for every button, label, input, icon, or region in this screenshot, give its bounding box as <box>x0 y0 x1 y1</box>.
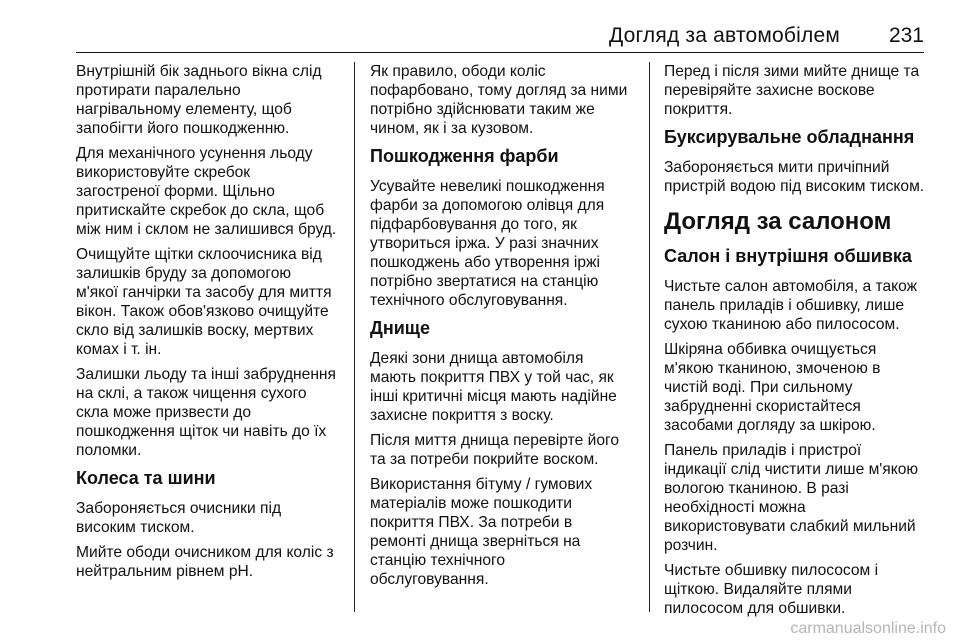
page-number: 231 <box>888 24 924 47</box>
text-line: Пошкодження фарби <box>370 146 559 166</box>
text-line: Деякі зони днища автомобіля <box>370 350 584 367</box>
section-heading <box>370 317 640 339</box>
text-line: потрібно звертатися на станцію <box>370 273 599 290</box>
text-line: нагрівальному елементу, щоб <box>76 101 292 118</box>
text-line: підфарбовування до того, як <box>370 216 577 233</box>
text-line: матеріалів може пошкодити <box>370 495 572 512</box>
text-line: вікон. Також обов'язково очищуйте <box>76 303 329 320</box>
text-line: пошкоджень або утворення іржі <box>370 254 600 271</box>
text-line: утвориться іржа. У разі значних <box>370 235 599 252</box>
text-line: потрібно здійснювати таким же <box>370 101 595 118</box>
text-line: використовуйте скребок <box>76 164 251 181</box>
text-line: обслуговування. <box>370 571 489 588</box>
text-line: притискайте скребок до скла, щоб <box>76 202 325 219</box>
text-line: перевіряйте захисне воскове <box>664 82 875 99</box>
text-line: розчин. <box>664 537 718 554</box>
text-line: Очищуйте щітки склоочисника від <box>76 246 322 263</box>
text-line: сухою тканиною або пилососом. <box>664 316 900 333</box>
paragraph <box>664 441 934 555</box>
text-line: покриття. <box>664 101 733 118</box>
text-line: пошкодження щіток чи навіть до їх <box>76 423 327 440</box>
text-column-1 <box>76 62 346 587</box>
paragraph <box>76 499 346 537</box>
text-line: станцію технічного <box>370 552 506 569</box>
text-line: індикації слід чистити лише м'якою <box>664 461 919 478</box>
text-line: пофарбовано, тому догляд за ними <box>370 82 628 99</box>
paragraph <box>370 62 640 138</box>
page-header <box>0 0 960 50</box>
text-line: ремонті днища зверніться на <box>370 533 581 550</box>
text-line: Забороняється очисники під <box>76 500 282 517</box>
text-line: Колеса та шини <box>76 468 216 488</box>
paragraph <box>664 277 934 334</box>
text-line: скла може призвести до <box>76 404 252 421</box>
text-line: Шкіряна оббивка очищується <box>664 341 877 358</box>
text-line: чином, як і за кузовом. <box>370 120 534 137</box>
section-heading <box>664 208 934 236</box>
paragraph <box>76 144 346 239</box>
text-line: м'якої ганчірки та засобу для миття <box>76 284 332 301</box>
text-line: покриття ПВХ. За потреби в <box>370 514 573 531</box>
column-divider <box>354 62 355 612</box>
header-divider <box>76 52 924 53</box>
text-line: щіткою. Видаляйте плями <box>664 581 852 598</box>
text-line: на склі, а також чищення сухого <box>76 385 307 402</box>
text-line: Салон і внутрішня обшивка <box>664 246 912 266</box>
text-line: протирати паралельно <box>76 82 241 99</box>
text-line: забрудненні скористайтеся <box>664 398 861 415</box>
paragraph <box>370 431 640 469</box>
text-line: скло від залишків воску, мертвих <box>76 322 314 339</box>
text-line: захисне покриття з воску. <box>370 407 554 424</box>
paragraph <box>76 543 346 581</box>
paragraph <box>664 340 934 435</box>
watermark: carmanualsonline.info <box>790 620 946 637</box>
text-line: нейтральним рівнем pH. <box>76 563 254 580</box>
paragraph <box>370 475 640 589</box>
column-divider <box>649 62 650 612</box>
text-line: Чистьте салон автомобіля, а також <box>664 278 918 295</box>
section-heading <box>76 467 346 489</box>
text-line: Забороняється мити причіпний <box>664 159 890 176</box>
header-title: Догляд за автомобілем <box>608 24 840 47</box>
text-line: Як правило, ободи коліс <box>370 63 546 80</box>
text-line: Днище <box>370 318 430 338</box>
paragraph <box>76 365 346 460</box>
text-column-3 <box>664 62 934 624</box>
text-line: загостреної форми. Щільно <box>76 183 275 200</box>
paragraph <box>370 177 640 310</box>
text-line: Використання бітуму / гумових <box>370 476 593 493</box>
text-line: між ним і склом не залишився бруд. <box>76 221 337 238</box>
section-heading <box>664 245 934 267</box>
text-line: Чистьте обшивку пилососом і <box>664 562 879 579</box>
text-line: запобігти його пошкодженню. <box>76 120 290 137</box>
text-line: високим тиском. <box>76 519 195 536</box>
text-line: мають покриття ПВХ у той час, як <box>370 369 614 386</box>
text-line: інші критичні місця мають надійне <box>370 388 617 405</box>
text-line: комах і т. ін. <box>76 341 162 358</box>
text-line: вологою тканиною. В разі <box>664 480 849 497</box>
paragraph <box>664 561 934 618</box>
text-line: Перед і після зими мийте днище та <box>664 63 920 80</box>
text-line: необхідності можна <box>664 499 806 516</box>
section-heading <box>370 145 640 167</box>
text-line: пристрій водою під високим тиском. <box>664 178 925 195</box>
text-line: використовувати слабкий мильний <box>664 518 916 535</box>
text-line: та за потреби покрийте воском. <box>370 451 599 468</box>
text-line: Усувайте невеликі пошкодження <box>370 178 605 195</box>
paragraph <box>370 349 640 425</box>
text-line: Догляд за салоном <box>664 208 892 235</box>
text-line: панель приладів і обшивку, лише <box>664 297 905 314</box>
text-line: Панель приладів і пристрої <box>664 442 862 459</box>
text-line: фарби за допомогою олівця для <box>370 197 605 214</box>
text-line: технічного обслуговування. <box>370 292 568 309</box>
text-line: поломки. <box>76 442 142 459</box>
paragraph <box>76 245 346 359</box>
text-line: Буксирувальне обладнання <box>664 127 915 147</box>
text-line: Внутрішній бік заднього вікна слід <box>76 63 322 80</box>
text-line: Для механічного усунення льоду <box>76 145 313 162</box>
section-heading <box>664 126 934 148</box>
text-line: чистій воді. При сильному <box>664 379 853 396</box>
paragraph <box>664 158 934 196</box>
text-line: Мийте ободи очисником для коліс з <box>76 544 334 561</box>
text-column-2 <box>370 62 640 595</box>
text-line: м'якою тканиною, змоченою в <box>664 360 881 377</box>
text-line: засобами догляду за шкірою. <box>664 417 876 434</box>
text-line: пилососом для обшивки. <box>664 600 846 617</box>
text-line: Після миття днища перевірте його <box>370 432 620 449</box>
paragraph <box>76 62 346 138</box>
text-line: залишків бруду за допомогою <box>76 265 292 282</box>
paragraph <box>664 62 934 119</box>
text-line: Залишки льоду та інші забруднення <box>76 366 336 383</box>
